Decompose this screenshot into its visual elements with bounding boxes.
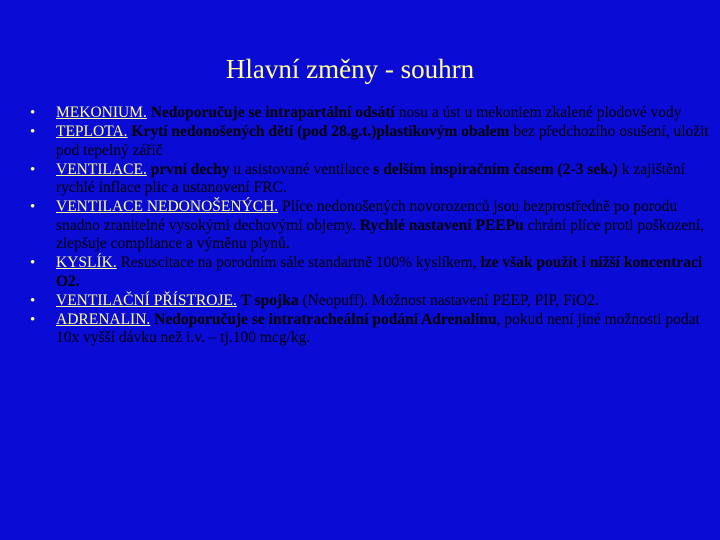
bullet-item <box>30 123 710 160</box>
bullet-text: Resuscitace na porodním sále standartně 100% kyslíkem, <box>116 254 481 271</box>
bullet-heading: ADRENALIN. <box>56 310 151 328</box>
bullet-bold-text: s delším inspiračním časem (2-3 sek.) <box>373 160 618 178</box>
bullet-bold-text: Krytí nedonošených dětí (pod 28.g.t.)plastikovým obalem <box>131 123 510 140</box>
bullet-bold-text: lze však použít i nižší koncentraci O2. <box>56 254 703 290</box>
bullet-item <box>30 198 710 254</box>
bullet-icon: • <box>30 124 36 140</box>
bullet-bold-text: Nedoporučuje se intrapartální odsátí <box>150 104 395 121</box>
bullet-icon: • <box>30 105 36 121</box>
bullet-item <box>30 161 710 198</box>
bullet-bold-text: Rychlé nastavení PEEPu <box>359 216 524 234</box>
bullet-text: u asistované ventilace <box>229 160 374 178</box>
bullet-bold-text: Nedoporučuje se intratracheální podání Adrenalinu <box>154 310 497 328</box>
bullet-heading: VENTILACE NEDONOŠENÝCH. <box>56 198 279 215</box>
bullet-text: chrání plíce proti poškození, zlepšuje compliance a výměnu plynů. <box>56 216 705 252</box>
bullet-text: , pokud není jiné možnosti podat 10x vyšší dávku než i.v. – tj.100 mcg/kg. <box>56 310 700 346</box>
bullet-heading: TEPLOTA. <box>56 123 128 140</box>
bullet-icon: • <box>30 199 36 215</box>
bullet-heading: VENTILACE. <box>56 160 147 178</box>
bullet-item <box>30 104 710 123</box>
bullet-text: k zajištění rychlé inflace plic a ustanovení FRC. <box>56 160 685 196</box>
bullet-text: (Neopuff). Možnost nastavení PEEP, PIP, FiO2. <box>298 291 599 309</box>
bullet-item <box>30 254 710 291</box>
bullet-icon: • <box>30 311 36 328</box>
bullet-heading: VENTILAČNÍ PŘÍSTROJE. <box>56 291 237 309</box>
bullet-icon: • <box>30 255 36 271</box>
bullet-list <box>30 104 710 348</box>
bullet-text: bez předchozího osušení, uložit pod tepelný zářič <box>56 123 709 159</box>
bullet-heading: MEKONIUM. <box>56 104 147 121</box>
slide-title: Hlavní změny - souhrn <box>225 54 475 84</box>
bullet-icon: • <box>30 161 36 178</box>
bullet-item <box>30 311 710 348</box>
bullet-bold-text: první dechy <box>150 160 230 178</box>
bullet-bold-text: T spojka <box>240 291 299 309</box>
bullet-text: nosu a úst u mekoniem zkalené plodové vody <box>394 104 682 121</box>
bullet-icon: • <box>30 292 36 309</box>
bullet-text: Plíce nedonošených novorozenců jsou bezprostředně po porodu snadno zranitelné vysokými dechovými objemy. <box>56 198 678 234</box>
bullet-item <box>30 292 710 311</box>
bullet-heading: KYSLÍK. <box>56 254 117 271</box>
